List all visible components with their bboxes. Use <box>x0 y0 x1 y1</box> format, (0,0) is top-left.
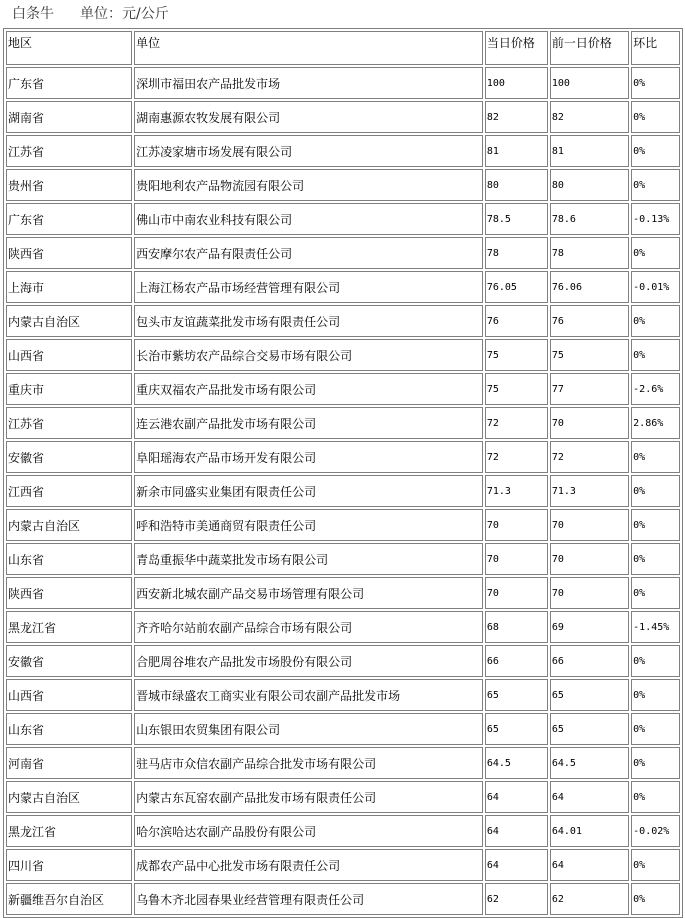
change-cell: -1.45% <box>631 611 680 643</box>
prev-price-cell: 80 <box>550 169 629 201</box>
prev-price-cell: 70 <box>550 577 629 609</box>
change-cell: -0.02% <box>631 815 680 847</box>
company-cell: 重庆双福农产品批发市场有限公司 <box>134 373 483 405</box>
prev-price-cell: 77 <box>550 373 629 405</box>
prev-price-cell: 82 <box>550 101 629 133</box>
table-row <box>6 747 680 779</box>
change-cell: 0% <box>631 305 680 337</box>
change-cell: 0% <box>631 339 680 371</box>
table-row <box>6 135 680 167</box>
company-cell: 西安摩尔农产品有限责任公司 <box>134 237 483 269</box>
prev-price-cell: 65 <box>550 679 629 711</box>
region-cell: 黑龙江省 <box>6 815 132 847</box>
today-price-cell: 70 <box>485 509 548 541</box>
change-cell: 0% <box>631 543 680 575</box>
header-prev-price: 前一日价格 <box>550 31 629 65</box>
today-price-cell: 64 <box>485 781 548 813</box>
company-cell: 哈尔滨哈达农副产品股份有限公司 <box>134 815 483 847</box>
change-cell: 0% <box>631 135 680 167</box>
today-price-cell: 82 <box>485 101 548 133</box>
product-name: 白条牛 <box>12 6 54 22</box>
change-cell: 0% <box>631 577 680 609</box>
region-cell: 黑龙江省 <box>6 611 132 643</box>
region-cell: 上海市 <box>6 271 132 303</box>
header-change: 环比 <box>631 31 680 65</box>
change-cell: 0% <box>631 441 680 473</box>
change-cell: 0% <box>631 509 680 541</box>
today-price-cell: 66 <box>485 645 548 677</box>
price-table-body <box>6 31 680 915</box>
table-row <box>6 849 680 881</box>
region-cell: 内蒙古自治区 <box>6 781 132 813</box>
region-cell: 湖南省 <box>6 101 132 133</box>
today-price-cell: 78 <box>485 237 548 269</box>
company-cell: 青岛重振华中蔬菜批发市场有限公司 <box>134 543 483 575</box>
header-company: 单位 <box>134 31 483 65</box>
today-price-cell: 75 <box>485 339 548 371</box>
header-today-price: 当日价格 <box>485 31 548 65</box>
today-price-cell: 62 <box>485 883 548 915</box>
company-cell: 包头市友谊蔬菜批发市场有限责任公司 <box>134 305 483 337</box>
page-header <box>0 0 685 28</box>
table-row <box>6 305 680 337</box>
region-cell: 安徽省 <box>6 441 132 473</box>
region-cell: 新疆维吾尔自治区 <box>6 883 132 915</box>
region-cell: 四川省 <box>6 849 132 881</box>
prev-price-cell: 66 <box>550 645 629 677</box>
today-price-cell: 65 <box>485 679 548 711</box>
change-cell: 0% <box>631 781 680 813</box>
company-cell: 齐齐哈尔站前农副产品综合市场有限公司 <box>134 611 483 643</box>
prev-price-cell: 64.5 <box>550 747 629 779</box>
table-row <box>6 815 680 847</box>
prev-price-cell: 100 <box>550 67 629 99</box>
region-cell: 安徽省 <box>6 645 132 677</box>
company-cell: 新余市同盛实业集团有限责任公司 <box>134 475 483 507</box>
change-cell: 0% <box>631 475 680 507</box>
region-cell: 重庆市 <box>6 373 132 405</box>
change-cell: 0% <box>631 747 680 779</box>
company-cell: 阜阳瑶海农产品市场开发有限公司 <box>134 441 483 473</box>
company-cell: 合肥周谷堆农产品批发市场股份有限公司 <box>134 645 483 677</box>
change-cell: 0% <box>631 101 680 133</box>
table-header-row <box>6 31 680 65</box>
change-cell: 0% <box>631 849 680 881</box>
prev-price-cell: 65 <box>550 713 629 745</box>
today-price-cell: 65 <box>485 713 548 745</box>
table-row <box>6 577 680 609</box>
header-region: 地区 <box>6 31 132 65</box>
company-cell: 长治市紫坊农产品综合交易市场有限公司 <box>134 339 483 371</box>
today-price-cell: 75 <box>485 373 548 405</box>
change-cell: -0.13% <box>631 203 680 235</box>
region-cell: 广东省 <box>6 203 132 235</box>
prev-price-cell: 76 <box>550 305 629 337</box>
prev-price-cell: 70 <box>550 407 629 439</box>
today-price-cell: 81 <box>485 135 548 167</box>
prev-price-cell: 64.01 <box>550 815 629 847</box>
region-cell: 广东省 <box>6 67 132 99</box>
table-row <box>6 645 680 677</box>
company-cell: 湖南惠源农牧发展有限公司 <box>134 101 483 133</box>
prev-price-cell: 70 <box>550 543 629 575</box>
change-cell: 2.86% <box>631 407 680 439</box>
region-cell: 内蒙古自治区 <box>6 509 132 541</box>
change-cell: 0% <box>631 883 680 915</box>
table-row <box>6 611 680 643</box>
table-row <box>6 679 680 711</box>
prev-price-cell: 78 <box>550 237 629 269</box>
prev-price-cell: 78.6 <box>550 203 629 235</box>
company-cell: 深圳市福田农产品批发市场 <box>134 67 483 99</box>
today-price-cell: 80 <box>485 169 548 201</box>
table-row <box>6 101 680 133</box>
change-cell: -0.01% <box>631 271 680 303</box>
table-row <box>6 237 680 269</box>
company-cell: 贵阳地利农产品物流园有限公司 <box>134 169 483 201</box>
table-row <box>6 407 680 439</box>
prev-price-cell: 76.06 <box>550 271 629 303</box>
today-price-cell: 64.5 <box>485 747 548 779</box>
change-cell: 0% <box>631 237 680 269</box>
change-cell: 0% <box>631 713 680 745</box>
today-price-cell: 70 <box>485 577 548 609</box>
region-cell: 山西省 <box>6 339 132 371</box>
prev-price-cell: 64 <box>550 781 629 813</box>
region-cell: 贵州省 <box>6 169 132 201</box>
company-cell: 晋城市绿盛农工商实业有限公司农副产品批发市场 <box>134 679 483 711</box>
region-cell: 江苏省 <box>6 135 132 167</box>
table-row <box>6 67 680 99</box>
region-cell: 山东省 <box>6 543 132 575</box>
prev-price-cell: 70 <box>550 509 629 541</box>
region-cell: 江西省 <box>6 475 132 507</box>
prev-price-cell: 62 <box>550 883 629 915</box>
company-cell: 乌鲁木齐北园春果业经营管理有限责任公司 <box>134 883 483 915</box>
today-price-cell: 72 <box>485 441 548 473</box>
region-cell: 陕西省 <box>6 237 132 269</box>
price-table <box>3 28 683 918</box>
company-cell: 连云港农副产品批发市场有限公司 <box>134 407 483 439</box>
company-cell: 驻马店市众信农副产品综合批发市场有限公司 <box>134 747 483 779</box>
prev-price-cell: 72 <box>550 441 629 473</box>
company-cell: 上海江杨农产品市场经营管理有限公司 <box>134 271 483 303</box>
table-row <box>6 883 680 915</box>
table-row <box>6 271 680 303</box>
company-cell: 山东银田农贸集团有限公司 <box>134 713 483 745</box>
company-cell: 成都农产品中心批发市场有限责任公司 <box>134 849 483 881</box>
table-row <box>6 475 680 507</box>
region-cell: 内蒙古自治区 <box>6 305 132 337</box>
company-cell: 内蒙古东瓦窑农副产品批发市场有限责任公司 <box>134 781 483 813</box>
today-price-cell: 64 <box>485 849 548 881</box>
table-row <box>6 373 680 405</box>
table-row <box>6 203 680 235</box>
change-cell: -2.6% <box>631 373 680 405</box>
change-cell: 0% <box>631 645 680 677</box>
prev-price-cell: 64 <box>550 849 629 881</box>
table-row <box>6 169 680 201</box>
table-row <box>6 339 680 371</box>
company-cell: 西安新北城农副产品交易市场管理有限公司 <box>134 577 483 609</box>
today-price-cell: 76.05 <box>485 271 548 303</box>
region-cell: 江苏省 <box>6 407 132 439</box>
change-cell: 0% <box>631 67 680 99</box>
today-price-cell: 76 <box>485 305 548 337</box>
change-cell: 0% <box>631 679 680 711</box>
region-cell: 山西省 <box>6 679 132 711</box>
today-price-cell: 100 <box>485 67 548 99</box>
region-cell: 山东省 <box>6 713 132 745</box>
unit-label: 单位：元/公斤 <box>80 6 169 22</box>
today-price-cell: 78.5 <box>485 203 548 235</box>
today-price-cell: 70 <box>485 543 548 575</box>
table-row <box>6 713 680 745</box>
region-cell: 陕西省 <box>6 577 132 609</box>
table-row <box>6 543 680 575</box>
today-price-cell: 64 <box>485 815 548 847</box>
table-row <box>6 509 680 541</box>
region-cell: 河南省 <box>6 747 132 779</box>
company-cell: 江苏凌家塘市场发展有限公司 <box>134 135 483 167</box>
prev-price-cell: 71.3 <box>550 475 629 507</box>
prev-price-cell: 81 <box>550 135 629 167</box>
today-price-cell: 68 <box>485 611 548 643</box>
table-row <box>6 781 680 813</box>
company-cell: 呼和浩特市美通商贸有限责任公司 <box>134 509 483 541</box>
change-cell: 0% <box>631 169 680 201</box>
table-row <box>6 441 680 473</box>
prev-price-cell: 75 <box>550 339 629 371</box>
prev-price-cell: 69 <box>550 611 629 643</box>
today-price-cell: 71.3 <box>485 475 548 507</box>
today-price-cell: 72 <box>485 407 548 439</box>
company-cell: 佛山市中南农业科技有限公司 <box>134 203 483 235</box>
